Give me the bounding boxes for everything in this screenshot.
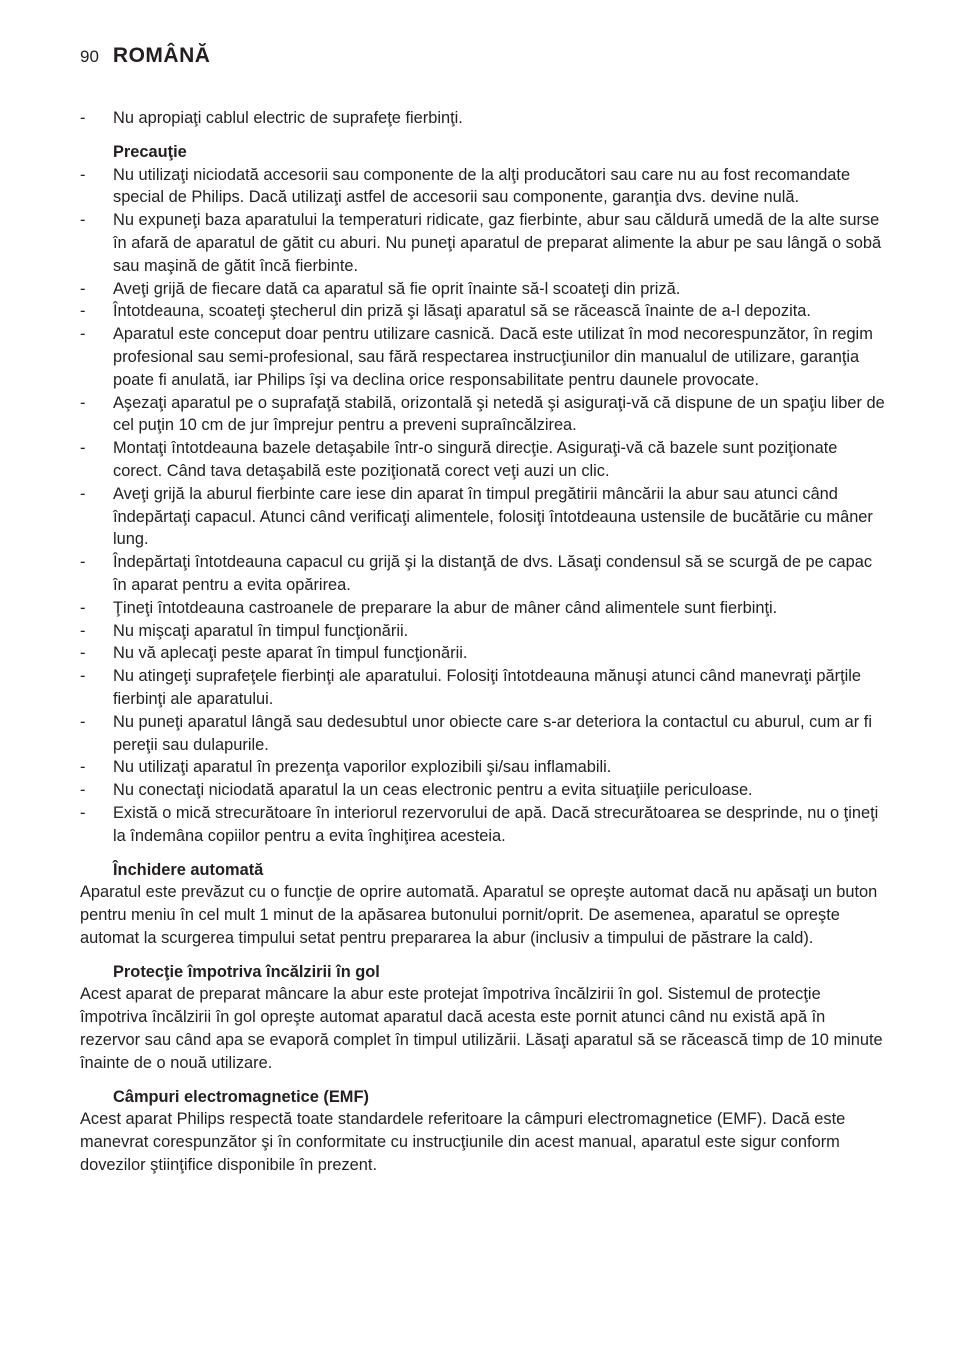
list-item: - Nu puneţi aparatul lângă sau dedesubtul unor obiecte care s-ar deteriora la contactul cu aburul, cum ar fi pereţii sau dulapurile.	[80, 712, 872, 754]
list-item-text: Montaţi întotdeauna bazele detaşabile într-o singură direcţie. Asiguraţi-vă că bazele sunt poziţionate corect. Când tava detaşabilă este poziţionată corect veţi auzi un clic.	[113, 439, 838, 480]
page-header	[80, 44, 210, 76]
section-heading-inchidere: Închidere automată	[113, 860, 264, 879]
list-item: - Nu utilizaţi niciodată accesorii sau componente de la alţi producători sau care nu au fost recomandate special de Philips. Dacă utilizaţi astfel de accesorii sau componente, garanţia dvs. devine nulă.	[80, 165, 851, 207]
list-item: - Aveţi grijă de fiecare dată ca aparatul să fie oprit înainte să-l scoateţi din priză.	[80, 279, 681, 298]
list-item: - Îndepărtaţi întotdeauna capacul cu grijă şi la distanţă de dvs. Lăsaţi condensul să se scurgă de pe capac în aparat pentru a evita opărirea.	[80, 553, 873, 594]
document-body	[80, 107, 888, 1177]
list-item-text: Nu expuneţi baza aparatului la temperaturi ridicate, gaz fierbinte, abur sau căldură umedă de la alte surse în afară de aparatul de gătit cu aburi. Nu puneţi aparatul de preparat alimente la abur pe sau lângă o sobă sau maşină de gătit încă fierbinte.	[113, 211, 882, 275]
section-heading-emf: Câmpuri electromagnetice (EMF)	[113, 1087, 369, 1106]
list-item-text: Întotdeauna, scoateţi ştecherul din priză şi lăsaţi aparatul să se răcească înainte de a-l depozita.	[113, 302, 811, 321]
list-item-text: Îndepărtaţi întotdeauna capacul cu grijă şi la distanţă de dvs. Lăsaţi condensul să se scurgă de pe capac în aparat pentru a evita opărirea.	[113, 553, 873, 594]
section-heading-protectie: Protecţie împotriva încălzirii în gol	[113, 962, 380, 981]
precautie-list	[80, 164, 888, 848]
list-item-text: Nu conectaţi niciodată aparatul la un ceas electronic pentru a evita situaţiile periculoase.	[113, 781, 753, 800]
section-heading-precautie: Precauţie	[113, 142, 187, 161]
section-text-protectie: Acest aparat de preparat mâncare la abur este protejat împotriva încălzirii în gol. Sistemul de protecţie împotriva încălzirii în gol opreşte automat aparatul dacă acesta este pornit atunci când nu există apă în rezervor sau când apa se evaporă complet în timpul utilizării. Lăsaţi aparatul să se răcească timp de 10 minute înainte de o nouă utilizare.	[80, 985, 883, 1072]
list-item: - Nu vă aplecaţi peste aparat în timpul funcţionării.	[80, 644, 468, 663]
list-item-text: Nu utilizaţi aparatul în prezenţa vaporilor explozibili şi/sau inflamabili.	[113, 758, 612, 777]
list-item-text: Nu apropiaţi cablul electric de suprafeţe fierbinţi.	[113, 109, 463, 127]
list-item-text: Nu puneţi aparatul lângă sau dedesubtul unor obiecte care s-ar deteriora la contactul cu aburul, cum ar fi pereţii sau dulapurile.	[113, 712, 872, 754]
list-item-text: Aveţi grijă de fiecare dată ca aparatul să fie oprit înainte să-l scoateţi din priză.	[113, 279, 681, 298]
list-item: - Ţineţi întotdeauna castroanele de preparare la abur de mâner când alimentele sunt fierbinţi.	[80, 598, 778, 617]
list-item-text: Aparatul este conceput doar pentru utilizare casnică. Dacă este utilizat în mod necorespunzător, în regim profesional sau semi-profesional, sau fără respectarea instrucţiunilor din manualul de utilizare, garanţia poate fi anulată, iar Philips îşi va declina orice responsabilitate pentru daunele provocate.	[113, 325, 873, 389]
list-item: - Aşezaţi aparatul pe o suprafaţă stabilă, orizontală şi netedă şi asiguraţi-vă că dispune de un spaţiu liber de cel puţin 10 cm de jur împrejur pentru a preveni supraîncălzirea.	[80, 393, 885, 435]
list-item: - Nu utilizaţi aparatul în prezenţa vaporilor explozibili şi/sau inflamabili.	[80, 758, 612, 777]
list-item-text: Există o mică strecurătoare în interiorul rezervorului de apă. Dacă strecurătoarea se desprinde, nu o ţineţi la îndemâna copiilor pentru a evita înghiţirea acesteia.	[113, 803, 879, 845]
list-item: - Nu apropiaţi cablul electric de suprafeţe fierbinţi.	[80, 109, 463, 127]
list-item: - Aveţi grijă la aburul fierbinte care iese din aparat în timpul pregătirii mâncării la abur sau atunci când îndepărtaţi capacul. Atunci când verificaţi alimentele, folosiţi întotdeauna ustensile de bucătărie cu mâner lung.	[80, 484, 873, 549]
language-title: ROMÂNĂ	[112, 44, 211, 67]
list-item: - Aparatul este conceput doar pentru utilizare casnică. Dacă este utilizat în mod necorespunzător, în regim profesional sau semi-profesional, sau fără respectarea instrucţiunilor din manualul de utilizare, garanţia poate fi anulată, iar Philips îşi va declina orice responsabilitate pentru daunele provocate.	[80, 325, 873, 389]
list-item-text: Ţineţi întotdeauna castroanele de preparare la abur de mâner când alimentele sunt fierbinţi.	[113, 598, 778, 617]
section-text-emf: Acest aparat Philips respectă toate standardele referitoare la câmpuri electromagnetice (EMF). Dacă este manevrat corespunzător şi în conformitate cu instrucţiunile din acest manual, aparatul este sigur conform dovezilor ştiinţifice disponibile în prezent.	[80, 1110, 846, 1175]
page-number: 90	[80, 47, 99, 66]
list-item: - Nu atingeţi suprafeţele fierbinţi ale aparatului. Folosiţi întotdeauna mănuşi atunci când manevraţi părţile fierbinţi ale aparatului.	[80, 667, 862, 708]
list-item: - Nu mişcaţi aparatul în timpul funcţionării.	[80, 621, 409, 640]
list-item: - Montaţi întotdeauna bazele detaşabile într-o singură direcţie. Asiguraţi-vă că bazele sunt poziţionate corect. Când tava detaşabilă este poziţionată corect veţi auzi un clic.	[80, 439, 838, 480]
list-item-text: Aveţi grijă la aburul fierbinte care iese din aparat în timpul pregătirii mâncării la abur sau atunci când îndepărtaţi capacul. Atunci când verificaţi alimentele, folosiţi întotdeauna ustensile de bucătărie cu mâner lung.	[113, 484, 873, 549]
list-item-text: Nu vă aplecaţi peste aparat în timpul funcţionării.	[113, 644, 468, 663]
list-item-text: Aşezaţi aparatul pe o suprafaţă stabilă, orizontală şi netedă şi asiguraţi-vă că dispune de un spaţiu liber de cel puţin 10 cm de jur împrejur pentru a preveni supraîncălzirea.	[113, 393, 885, 435]
list-item: - Întotdeauna, scoateţi ştecherul din priză şi lăsaţi aparatul să se răcească înainte de a-l depozita.	[80, 302, 811, 321]
list-item: - Există o mică strecurătoare în interiorul rezervorului de apă. Dacă strecurătoarea se desprinde, nu o ţineţi la îndemâna copiilor pentru a evita înghiţirea acesteia.	[80, 803, 879, 845]
section-text-inchidere: Aparatul este prevăzut cu o funcţie de oprire automată. Aparatul se opreşte automat dacă nu apăsaţi un buton pentru meniu în cel mult 1 minut de la apăsarea butonului pornit/oprit. De asemenea, aparatul se opreşte automat la scurgerea timpului setat pentru prepararea la abur (inclusiv a timpului de păstrare la cald).	[80, 883, 878, 947]
list-item-text: Nu utilizaţi niciodată accesorii sau componente de la alţi producători sau care nu au fost recomandate special de Philips. Dacă utilizaţi astfel de accesorii sau componente, garanţia dvs. devine nulă.	[113, 165, 851, 207]
list-item-text: Nu mişcaţi aparatul în timpul funcţionării.	[113, 621, 409, 640]
list-item-text: Nu atingeţi suprafeţele fierbinţi ale aparatului. Folosiţi întotdeauna mănuşi atunci când manevraţi părţile fierbinţi ale aparatului.	[113, 667, 862, 708]
list-item: - Nu conectaţi niciodată aparatul la un ceas electronic pentru a evita situaţiile periculoase.	[80, 781, 753, 800]
list-item: - Nu expuneţi baza aparatului la temperaturi ridicate, gaz fierbinte, abur sau căldură umedă de la alte surse în afară de aparatul de gătit cu aburi. Nu puneţi aparatul de preparat alimente la abur pe sau lângă o sobă sau maşină de gătit încă fierbinte.	[80, 211, 882, 275]
